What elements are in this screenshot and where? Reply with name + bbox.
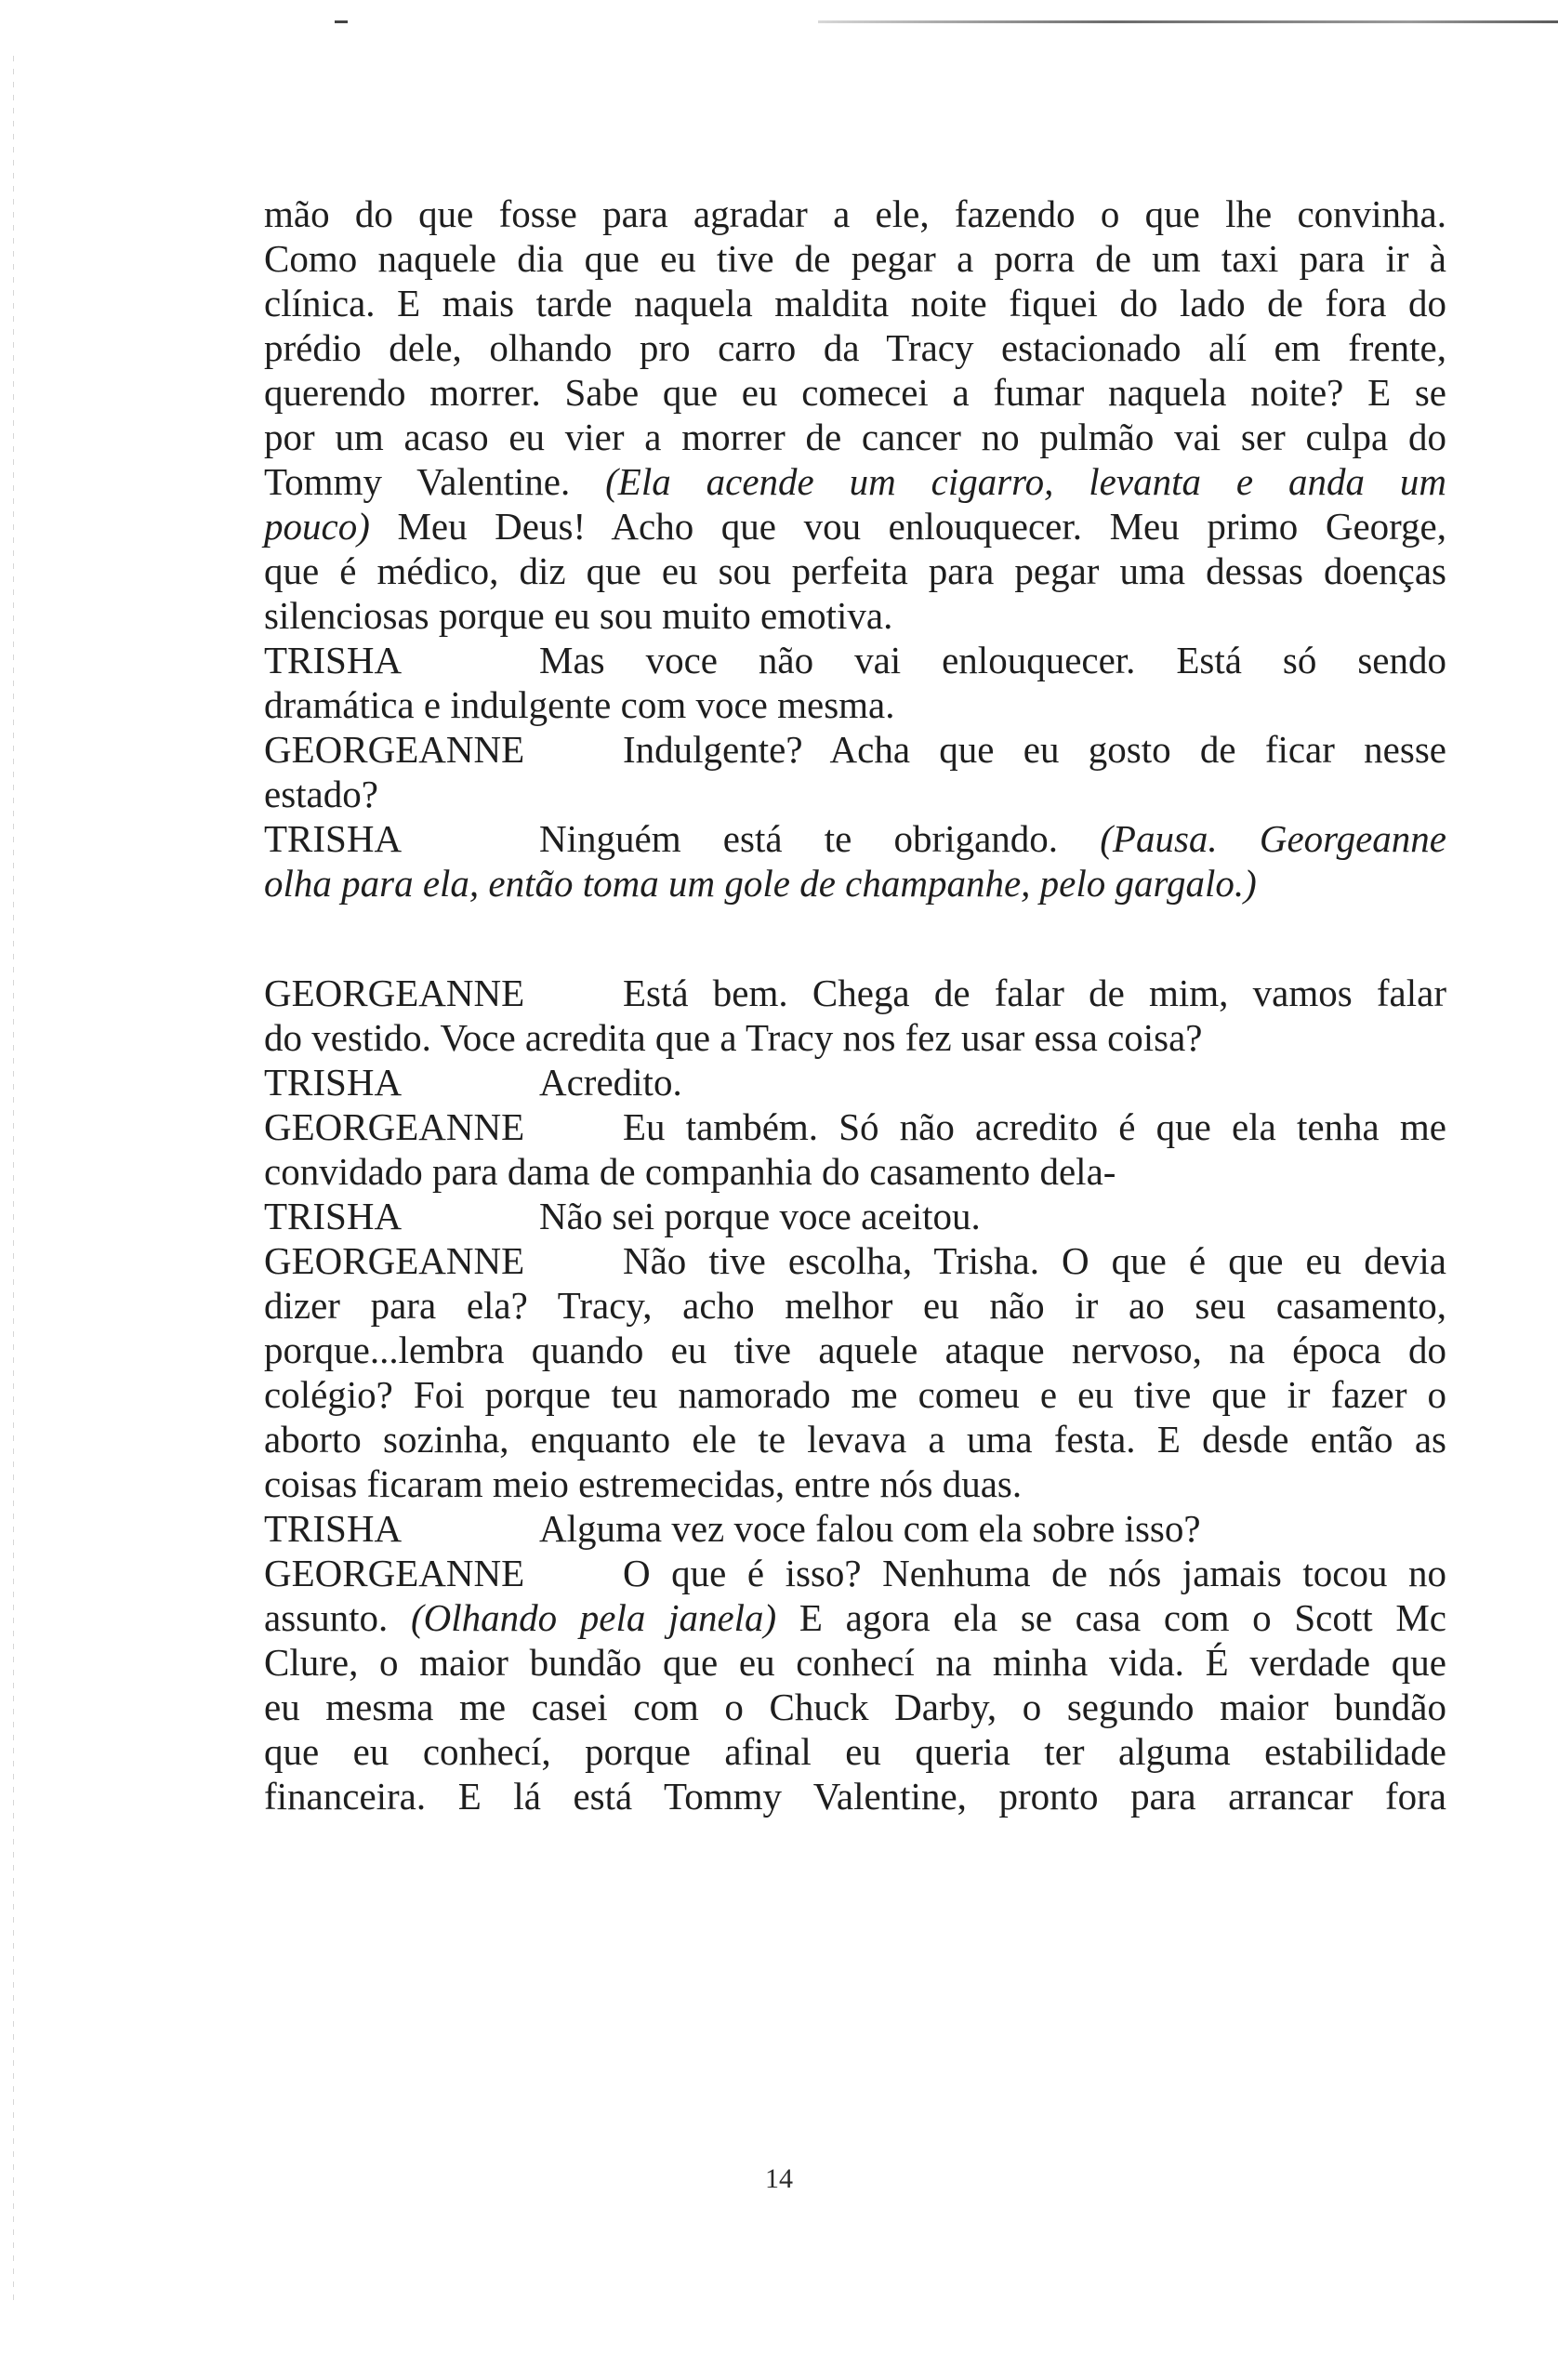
dialogue-line [264, 638, 1446, 682]
paragraph-gap [264, 906, 1446, 971]
dialogue-line: convidado para dama de companhia do casamento dela- [264, 1150, 1116, 1193]
dialogue-line [264, 1595, 1446, 1640]
dialogue-line [264, 1551, 1446, 1595]
text-line: silenciosas porque eu sou muito emotiva. [264, 594, 893, 637]
dialogue-line [264, 816, 1446, 861]
dialogue-text: Não tive escolha, Trisha. O que é que eu devia [623, 1239, 1446, 1282]
text-line: querendo morrer. Sabe que eu comecei a fumar naquela noite? E se [264, 371, 1446, 414]
speaker-name: TRISHA [264, 1195, 403, 1237]
stage-direction: (Pausa. Georgeanne [1100, 817, 1446, 860]
page-number: 14 [765, 2163, 793, 2194]
dialogue-text: Alguma vez voce falou com ela sobre isso? [539, 1507, 1201, 1550]
dialogue-line: colégio? Foi porque teu namorado me comeu e eu tive que ir fazer o [264, 1373, 1446, 1416]
script-text [264, 192, 1446, 1818]
dialogue-line: que eu conhecí, porque afinal eu queria ter alguma estabilidade [264, 1730, 1446, 1773]
dialogue-line [264, 1194, 1446, 1238]
speaker-name: TRISHA [264, 1061, 403, 1104]
dialogue-line: dramática e indulgente com voce mesma. [264, 683, 895, 726]
stage-direction: (Ela acende um cigarro, levanta e anda um [605, 460, 1446, 503]
stage-direction: olha para ela, então toma um gole de champanhe, pelo gargalo.) [264, 862, 1257, 905]
dialogue-line: aborto sozinha, enquanto ele te levava a uma festa. E desde então as [264, 1418, 1446, 1461]
speaker-name: TRISHA [264, 1507, 403, 1550]
dialogue-line: financeira. E lá está Tommy Valentine, pronto para arrancar fora [264, 1775, 1446, 1818]
dialogue-text: Eu também. Só não acredito é que ela tenha me [623, 1105, 1446, 1148]
speaker-name: TRISHA [264, 817, 403, 860]
stage-direction: (Olhando pela janela) [410, 1596, 777, 1639]
text-line: clínica. E mais tarde naquela maldita noite fiquei do lado de fora do [264, 282, 1446, 324]
text-line [264, 504, 1446, 549]
dialogue-text: Acredito. [539, 1061, 682, 1104]
text-line: que é médico, diz que eu sou perfeita para pegar uma dessas doenças [264, 549, 1446, 592]
dialogue-line [264, 1060, 1446, 1104]
text-fragment: E agora ela se casa com o Scott Mc [776, 1596, 1446, 1639]
dialogue-line: porque...lembra quando eu tive aquele ataque nervoso, na época do [264, 1329, 1446, 1371]
dialogue-text: O que é isso? Nenhuma de nós jamais tocou no [623, 1552, 1446, 1594]
scan-artifact-dash [335, 20, 348, 23]
dialogue-text: Não sei porque voce aceitou. [539, 1195, 981, 1237]
dialogue-text: Ninguém está te obrigando. [539, 817, 1101, 860]
stage-direction: pouco) [264, 505, 370, 548]
text-line: por um acaso eu vier a morrer de cancer no pulmão vai ser culpa do [264, 416, 1446, 458]
dialogue-line [264, 1104, 1446, 1149]
dialogue-line [264, 1238, 1446, 1283]
dialogue-line [264, 1506, 1446, 1551]
text-line: Como naquele dia que eu tive de pegar a porra de um taxi para ir à [264, 237, 1446, 280]
dialogue-line: do vestido. Voce acredita que a Tracy nos fez usar essa coisa? [264, 1016, 1203, 1059]
speaker-name: GEORGEANNE [264, 1105, 525, 1148]
text-line: mão do que fosse para agradar a ele, fazendo o que lhe convinha. [264, 192, 1446, 235]
speaker-name: TRISHA [264, 639, 403, 681]
speaker-name: GEORGEANNE [264, 1552, 525, 1594]
text-fragment: Tommy Valentine. [264, 460, 606, 503]
text-line [264, 459, 1446, 504]
dialogue-line: coisas ficaram meio estremecidas, entre nós duas. [264, 1462, 1023, 1505]
dialogue-line: estado? [264, 773, 378, 815]
scan-artifact-top-line [818, 20, 1558, 23]
scan-artifact-left-edge [13, 56, 14, 2306]
text-fragment: Meu Deus! Acho que vou enlouquecer. Meu primo George, [369, 505, 1446, 548]
text-fragment: assunto. [264, 1596, 411, 1639]
dialogue-line [264, 971, 1446, 1015]
speaker-name: GEORGEANNE [264, 972, 525, 1014]
dialogue-line: eu mesma me casei com o Chuck Darby, o segundo maior bundão [264, 1686, 1446, 1728]
dialogue-line: Clure, o maior bundão que eu conhecí na minha vida. É verdade que [264, 1641, 1446, 1684]
dialogue-text: Está bem. Chega de falar de mim, vamos falar [623, 972, 1446, 1014]
text-line: prédio dele, olhando pro carro da Tracy estacionado alí em frente, [264, 326, 1446, 369]
dialogue-text: Indulgente? Acha que eu gosto de ficar nesse [623, 728, 1446, 771]
speaker-name: GEORGEANNE [264, 728, 525, 771]
speaker-name: GEORGEANNE [264, 1239, 525, 1282]
dialogue-line: dizer para ela? Tracy, acho melhor eu não ir ao seu casamento, [264, 1284, 1446, 1327]
dialogue-line [264, 727, 1446, 772]
dialogue-text: Mas voce não vai enlouquecer. Está só sendo [539, 639, 1446, 681]
